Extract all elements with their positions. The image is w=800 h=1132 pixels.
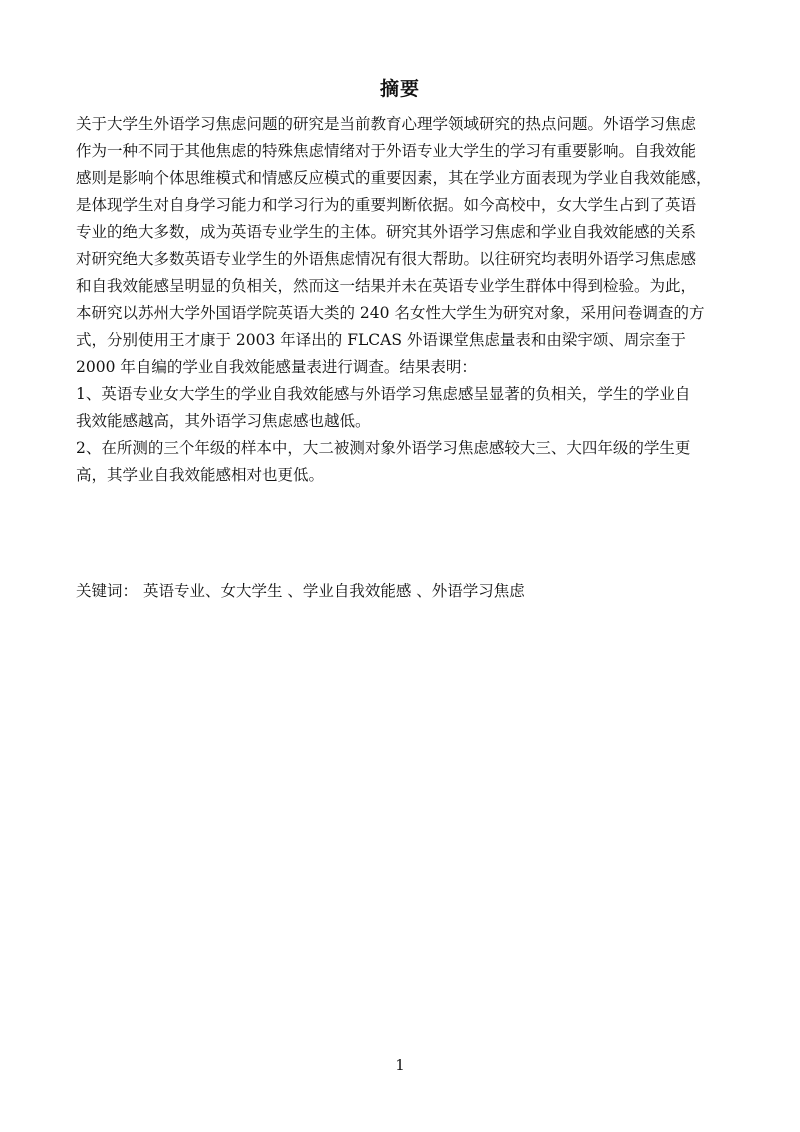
abstract-line: 专业的绝大多数，成为英语专业学生的主体。研究其外语学习焦虑和学业自我效能感的关系 bbox=[76, 223, 697, 241]
abstract-body bbox=[76, 111, 726, 489]
finding-line: 我效能感越高，其外语学习焦虑感也越低。 bbox=[76, 412, 371, 430]
page-number: 1 bbox=[395, 1056, 405, 1074]
abstract-line: 2000 年自编的学业自我效能感量表进行调查。结果表明： bbox=[76, 358, 477, 376]
abstract-line: 是体现学生对自身学习能力和学习行为的重要判断依据。如今高校中，女大学生占到了英语 bbox=[76, 196, 697, 214]
abstract-line: 对研究绝大多数英语专业学生的外语焦虑情况有很大帮助。以往研究均表明外语学习焦虑感 bbox=[76, 250, 697, 268]
finding-line: 高，其学业自我效能感相对也更低。 bbox=[76, 466, 325, 484]
keywords-list: 英语专业、女大学生 、学业自我效能感 、外语学习焦虑 bbox=[142, 582, 525, 600]
keywords-label: 关键词： bbox=[76, 582, 139, 600]
abstract-line: 感则是影响个体思维模式和情感反应模式的重要因素，其在学业方面表现为学业自我效能感， bbox=[76, 169, 712, 187]
abstract-line: 和自我效能感呈明显的负相关，然而这一结果并未在英语专业学生群体中得到检验。为此， bbox=[76, 277, 697, 295]
abstract-line: 关于大学生外语学习焦虑问题的研究是当前教育心理学领域研究的热点问题。外语学习焦虑 bbox=[76, 115, 697, 133]
finding-line: 2、在所测的三个年级的样本中，大二被测对象外语学习焦虑感较大三、大四年级的学生更 bbox=[76, 439, 691, 457]
abstract-line: 作为一种不同于其他焦虑的特殊焦虑情绪对于外语专业大学生的学习有重要影响。自我效能 bbox=[76, 142, 697, 160]
abstract-line: 式，分别使用王才康于 2003 年译出的 FLCAS 外语课堂焦虑量表和由梁宇颂、周宗奎于 bbox=[76, 331, 686, 349]
abstract-line: 本研究以苏州大学外国语学院英语大类的 240 名女性大学生为研究对象，采用问卷调查的方 bbox=[76, 304, 705, 322]
keywords-section bbox=[76, 578, 726, 605]
finding-line: 1、英语专业女大学生的学业自我效能感与外语学习焦虑感呈显著的负相关，学生的学业自 bbox=[76, 385, 691, 403]
page-title: 摘要 bbox=[379, 78, 420, 100]
